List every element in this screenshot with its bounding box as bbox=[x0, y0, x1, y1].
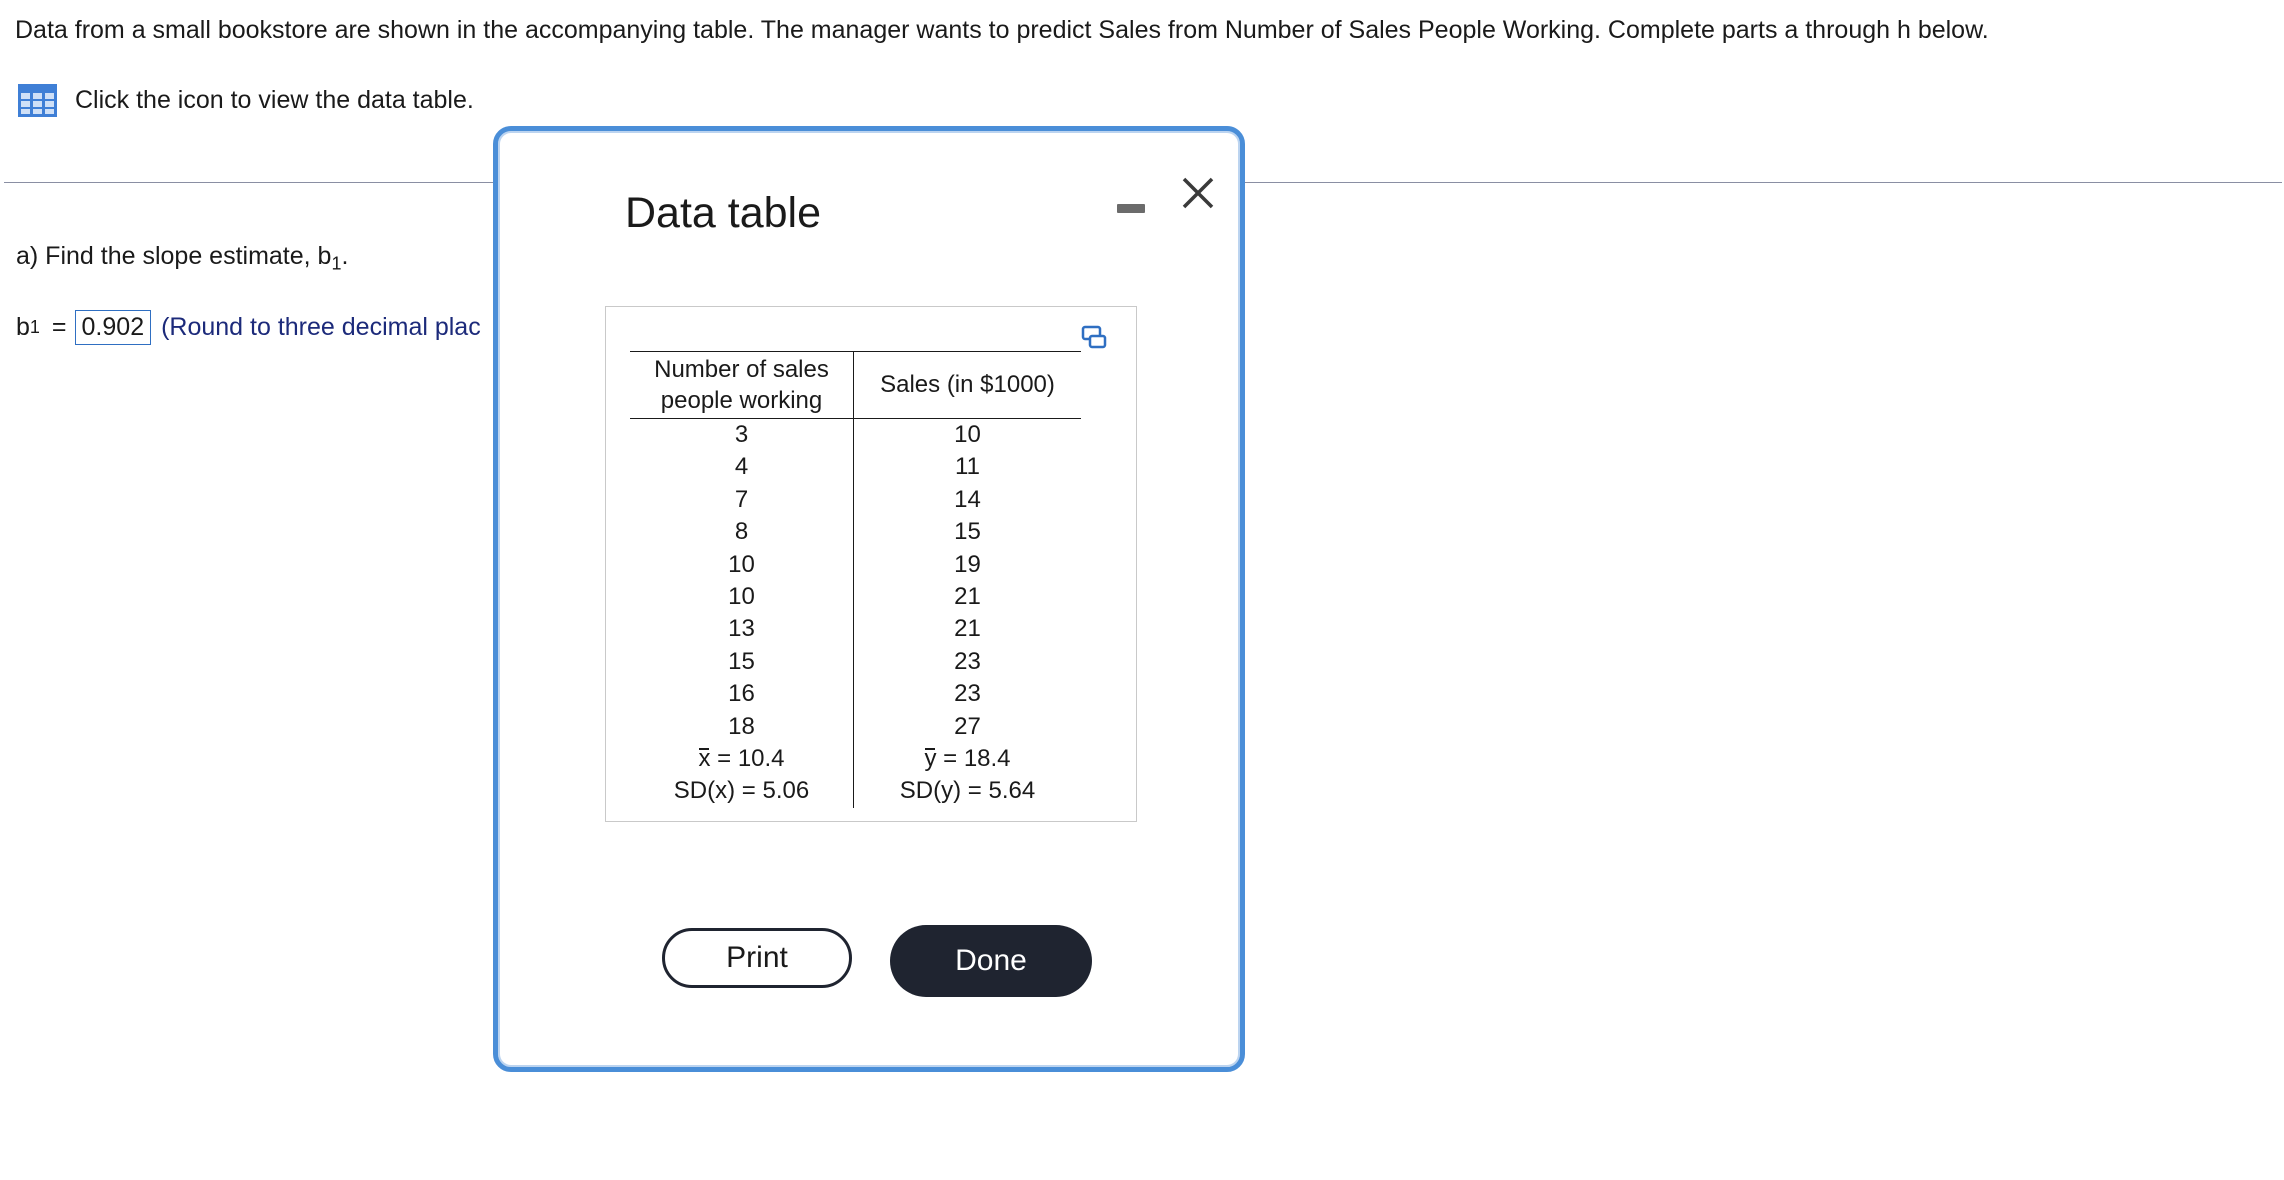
answer-label-sub: 1 bbox=[29, 317, 40, 337]
answer-label: b bbox=[16, 313, 30, 341]
data-table-panel bbox=[605, 306, 1137, 822]
data-table-icon[interactable] bbox=[18, 84, 57, 117]
rounding-hint: (Round to three decimal plac bbox=[161, 313, 481, 341]
data-table bbox=[630, 351, 1081, 808]
cell-sales: 23 bbox=[954, 680, 981, 708]
minimize-button[interactable] bbox=[1115, 185, 1149, 219]
cell-salespeople: 8 bbox=[630, 516, 854, 548]
cell-salespeople: 16 bbox=[630, 678, 854, 710]
header-salespeople bbox=[630, 352, 854, 418]
cell-sales: 21 bbox=[954, 615, 981, 643]
table-row bbox=[630, 419, 1081, 451]
print-button[interactable]: Print bbox=[662, 928, 852, 988]
cell-sales: 15 bbox=[954, 518, 981, 546]
cell-salespeople: 3 bbox=[630, 419, 854, 451]
view-data-table-text[interactable]: Click the icon to view the data table. bbox=[75, 86, 474, 114]
answer-row bbox=[16, 310, 481, 345]
table-row-mean bbox=[630, 743, 1081, 775]
table-row bbox=[630, 451, 1081, 483]
question-text: a) Find the slope estimate, b bbox=[16, 242, 332, 270]
cell-salespeople: 15 bbox=[630, 646, 854, 678]
table-row bbox=[630, 678, 1081, 710]
table-header bbox=[630, 351, 1081, 419]
mean-y-value: y = 18.4 bbox=[924, 744, 1011, 772]
copy-button[interactable] bbox=[1081, 324, 1107, 350]
mean-x bbox=[630, 743, 854, 775]
mean-x-value: x = 10.4 bbox=[698, 744, 785, 772]
header-sales: Sales (in $1000) bbox=[880, 371, 1055, 398]
question-period: . bbox=[341, 242, 349, 270]
cell-salespeople: 18 bbox=[630, 711, 854, 743]
table-row bbox=[630, 711, 1081, 743]
cell-salespeople: 7 bbox=[630, 484, 854, 516]
table-row bbox=[630, 549, 1081, 581]
cell-salespeople: 10 bbox=[630, 549, 854, 581]
sd-y: SD(y) = 5.64 bbox=[899, 777, 1036, 805]
table-row bbox=[630, 613, 1081, 645]
cell-sales: 19 bbox=[954, 550, 981, 578]
copy-icon[interactable] bbox=[1081, 324, 1107, 350]
view-data-table-link[interactable] bbox=[18, 84, 474, 117]
minimize-icon[interactable] bbox=[1117, 204, 1145, 213]
cell-sales: 21 bbox=[954, 582, 981, 610]
cell-salespeople: 4 bbox=[630, 451, 854, 483]
cell-sales: 23 bbox=[954, 647, 981, 675]
cell-sales: 11 bbox=[955, 453, 980, 481]
question-sub: 1 bbox=[331, 253, 342, 274]
header-line-2: people working bbox=[660, 387, 823, 414]
equals-sign: = bbox=[51, 313, 67, 341]
data-table-dialog bbox=[493, 126, 1245, 1072]
close-button[interactable] bbox=[1178, 173, 1218, 213]
header-line-1: Number of sales bbox=[654, 356, 829, 383]
table-row-sd bbox=[630, 775, 1081, 807]
slope-answer-field[interactable]: 0.902 bbox=[75, 310, 152, 345]
mean-y bbox=[854, 743, 1081, 775]
cell-salespeople: 10 bbox=[630, 581, 854, 613]
intro-text: Data from a small bookstore are shown in the accompanying table. The manager wants to predict Sales from Number of Sales People Working. Complete parts a through h below. bbox=[15, 16, 1989, 44]
cell-sales: 10 bbox=[954, 421, 981, 448]
table-row bbox=[630, 646, 1081, 678]
close-icon[interactable] bbox=[1178, 173, 1218, 213]
dialog-title: Data table bbox=[625, 189, 822, 237]
sd-x: SD(x) = 5.06 bbox=[630, 775, 854, 807]
cell-salespeople: 13 bbox=[630, 613, 854, 645]
table-row bbox=[630, 516, 1081, 548]
cell-sales: 14 bbox=[954, 485, 981, 513]
table-row bbox=[630, 581, 1081, 613]
table-body bbox=[630, 419, 1081, 743]
done-button[interactable]: Done bbox=[890, 925, 1092, 997]
cell-sales: 27 bbox=[954, 712, 981, 740]
question-a bbox=[16, 242, 348, 274]
table-row bbox=[630, 484, 1081, 516]
